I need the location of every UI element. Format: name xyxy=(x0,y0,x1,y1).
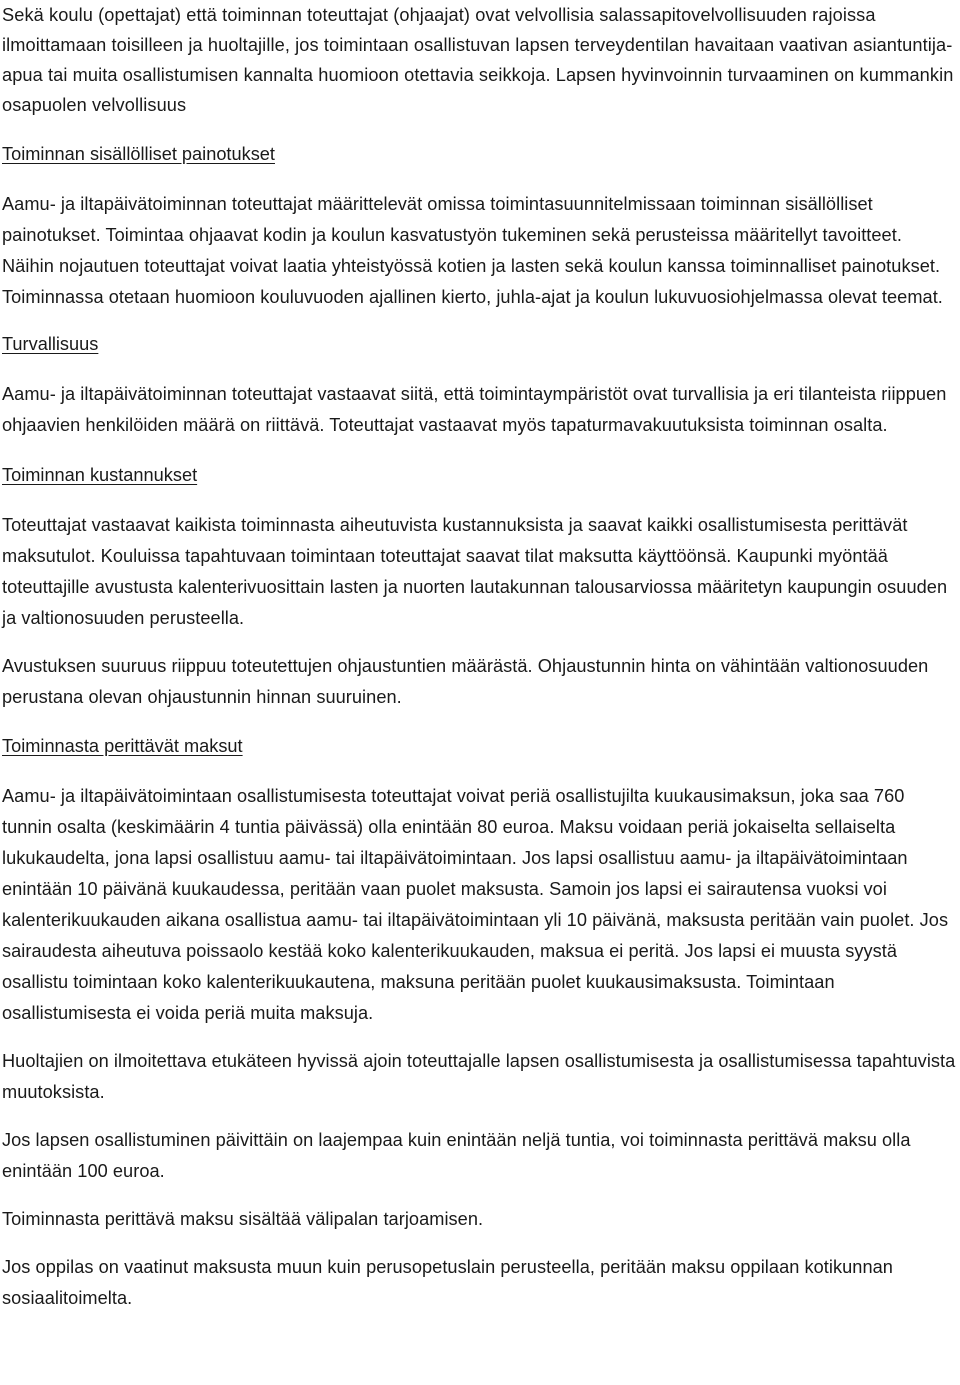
paragraph-costs-2: Avustuksen suuruus riippuu toteutettujen ohjaustuntien määrästä. Ohjaustunnin hinta on vähintään valtionosuuden perustana olevan ohjaustunnin hinnan suuruinen. xyxy=(2,656,929,707)
heading-content-emphasis: Toiminnan sisällölliset painotukset xyxy=(2,144,275,164)
heading-fees: Toiminnasta perittävät maksut xyxy=(2,736,243,756)
paragraph-fees-1: Aamu- ja iltapäivätoimintaan osallistumisesta toteuttajat voivat periä osallistujilta kuukausimaksun, joka saa 760 tunnin osalta (keskimäärin 4 tuntia päivässä) olla enintään 80 euroa. Maksu voidaan periä jokaiselta sellaiselta lukukaudelta, jona lapsi osallistuu aamu- tai iltapäivätoimintaan. Jos lapsi osallistuu aamu- ja iltapäivätoimintaan enintään 10 päivänä kuukaudessa, peritään vaan puolet maksusta. Samoin jos lapsi ei sairautensa vuoksi voi kalenterikuukauden aikana osallistua aamu- tai iltapäivätoimintaan yli 10 päivänä, maksusta peritään vain puolet. Jos sairaudesta aiheutuva poissaolo kestää koko kalenterikuukauden, maksua ei peritä. Jos lapsi ei muusta syystä osallistu toimintaan koko kalenterikuukautena, maksuna peritään puolet kuukausimaksusta. Toimintaan osallistumisesta ei voida periä muita maksuja. xyxy=(2,786,949,1023)
heading-costs: Toiminnan kustannukset xyxy=(2,465,198,485)
paragraph-fees-5: Jos oppilas on vaatinut maksusta muun kuin perusopetuslain perusteella, peritään maksu oppilaan kotikunnan sosiaalitoimelta. xyxy=(2,1257,893,1308)
heading-safety: Turvallisuus xyxy=(2,334,99,354)
paragraph-fees-4: Toiminnasta perittävä maksu sisältää välipalan tarjoamisen. xyxy=(2,1209,484,1229)
paragraph-fees-2: Huoltajien on ilmoitettava etukäteen hyvissä ajoin toteuttajalle lapsen osallistumisesta ja osallistumisessa tapahtuvista muutoksista. xyxy=(2,1051,956,1102)
intro-paragraph: Sekä koulu (opettajat) että toiminnan toteuttajat (ohjaajat) ovat velvollisia salassapitovelvollisuuden rajoissa ilmoittamaan toisilleen ja huoltajille, jos toimintaan osallistuvan lapsen terveydentilan havaitaan vaativan asiantuntija-apua tai muita osallistumisen kannalta huomioon otettavia seikkoja. Lapsen hyvinvoinnin turvaaminen on kummankin osapuolen velvollisuus xyxy=(2,5,954,115)
paragraph-fees-3: Jos lapsen osallistuminen päivittäin on laajempaa kuin enintään neljä tuntia, voi toiminnasta perittävä maksu olla enintään 100 euroa. xyxy=(2,1130,911,1181)
document-page xyxy=(2,0,958,1314)
paragraph-costs-1: Toteuttajat vastaavat kaikista toiminnasta aiheutuvista kustannuksista ja saavat kaikki osallistumisesta perittävät maksutulot. Kouluissa tapahtuvaan toimintaan toteuttajat saavat tilat maksutta käyttöönsä. Kaupunki myöntää toteuttajille avustusta kalenterivuosittain lasten ja nuorten lautakunnan talousarviossa määritetyn kaupungin osuuden ja valtionosuuden perusteella. xyxy=(2,515,948,628)
paragraph-safety: Aamu- ja iltapäivätoiminnan toteuttajat vastaavat siitä, että toimintaympäristöt ovat turvallisia ja eri tilanteista riippuen ohjaavien henkilöiden määrä on riittävä. Toteuttajat vastaavat myös tapaturmavakuutuksista toiminnan osalta. xyxy=(2,384,947,435)
paragraph-content-emphasis: Aamu- ja iltapäivätoiminnan toteuttajat määrittelevät omissa toimintasuunnitelmissaan toiminnan sisällölliset painotukset. Toimintaa ohjaavat kodin ja koulun kasvatustyön tukeminen sekä perusteissa määritellyt tavoitteet. Näihin nojautuen toteuttajat voivat laatia yhteistyössä kotien ja lasten sekä koulun kanssa toiminnalliset painotukset. Toiminnassa otetaan huomioon kouluvuoden ajallinen kierto, juhla-ajat ja koulun lukuvuosiohjelmassa olevat teemat. xyxy=(2,194,943,307)
